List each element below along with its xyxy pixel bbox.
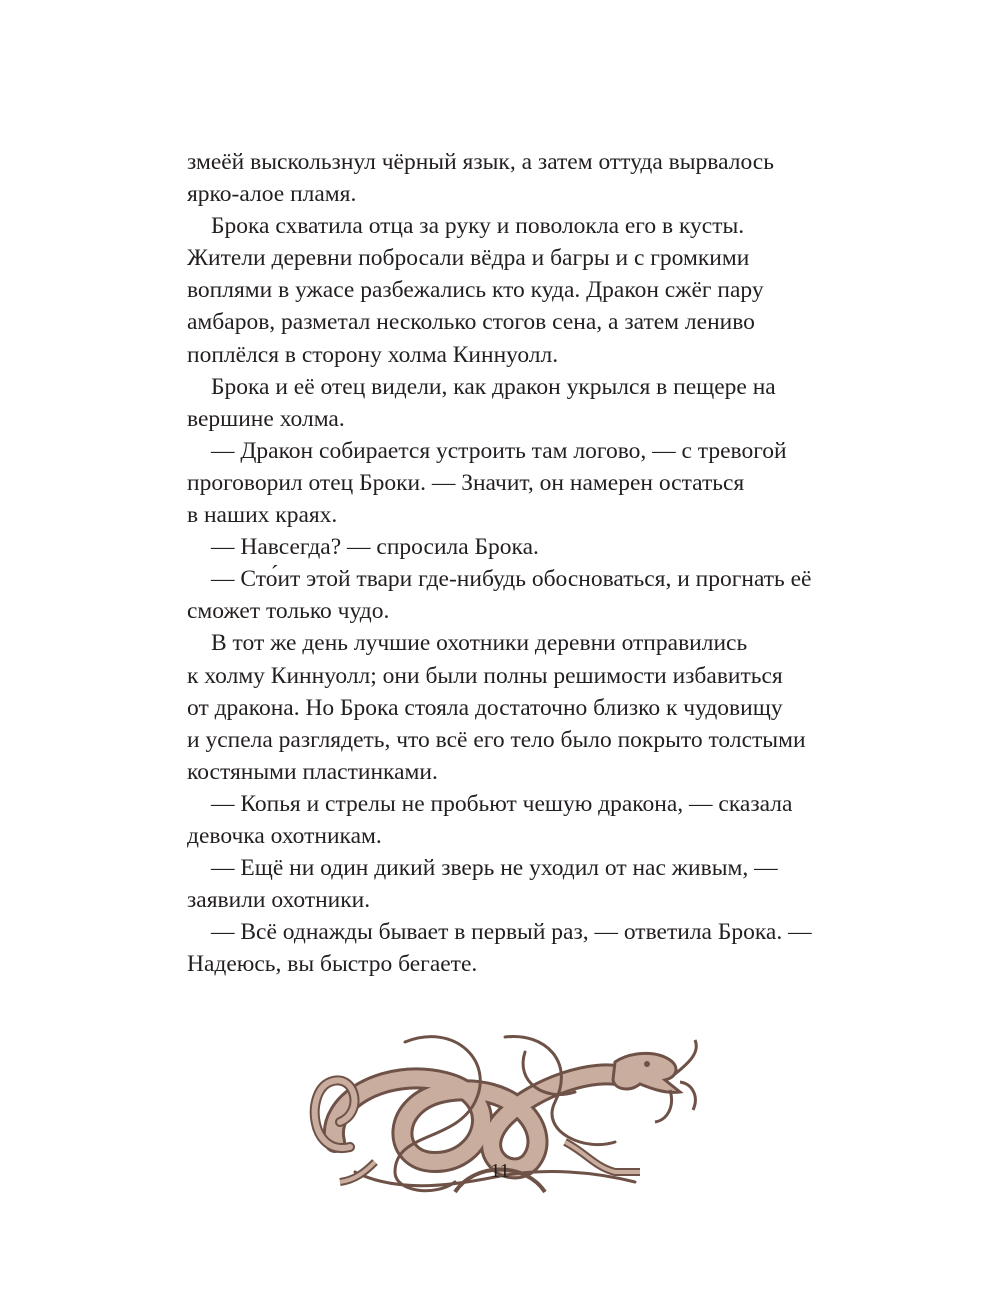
text-line: девочка охотникам. — [187, 822, 382, 849]
text-line: от дракона. Но Брока стояла достаточно близко к чудовищу — [187, 694, 783, 721]
text-line: змеёй выскользнул чёрный язык, а затем оттуда вырвалось — [187, 149, 774, 175]
text-line: — Ещё ни один дикий зверь не уходил от нас живым, — — [211, 855, 778, 882]
text-line: Брока и её отец видели, как дракон укрылся в пещере на — [211, 373, 776, 400]
text-line: вершине холма. — [187, 405, 345, 432]
text-line: — Навсегда? — спросила Брока. — [211, 534, 539, 561]
text-line: сможет только чудо. — [187, 598, 390, 625]
text-line: — Дракон собирается устроить там логово, — с тревогой — [211, 437, 787, 464]
text-line: В тот же день лучшие охотники деревни отправились — [211, 630, 748, 657]
text-line: костяными пластинками. — [187, 758, 438, 785]
text-line: заявили охотники. — [187, 887, 371, 914]
page-number: 11 — [490, 1160, 510, 1182]
text-line: амбаров, разметал несколько стогов сена, а затем лениво — [187, 309, 755, 336]
body-text — [187, 146, 827, 980]
text-line: и успела разглядеть, что всё его тело было покрыто толстыми — [187, 726, 806, 753]
text-line: Брока схватила отца за руку и поволокла его в кусты. — [211, 213, 745, 240]
text-line: проговорил отец Броки. — Значит, он намерен остаться — [187, 469, 745, 496]
text-line: воплями в ужасе разбежались кто куда. Дракон сжёг пару — [187, 277, 764, 304]
text-line: ярко-алое пламя. — [187, 181, 357, 208]
text-line: — Всё однажды бывает в первый раз, — ответила Брока. — — [211, 919, 812, 946]
text-line: Жители деревни побросали вёдра и багры и с громкими — [187, 245, 750, 272]
text-line: — Сто́ит этой твари где-нибудь обосноваться, и прогнать её — [211, 566, 812, 593]
text-line: поплёлся в сторону холма Киннуолл. — [187, 341, 559, 368]
text-line: в наших краях. — [187, 502, 338, 529]
text-line: — Копья и стрелы не пробьют чешую дракона, — сказала — [211, 790, 793, 817]
text-line: к холму Киннуолл; они были полны решимости избавиться — [187, 662, 783, 689]
text-line: Надеюсь, вы быстро бегаете. — [187, 951, 478, 978]
